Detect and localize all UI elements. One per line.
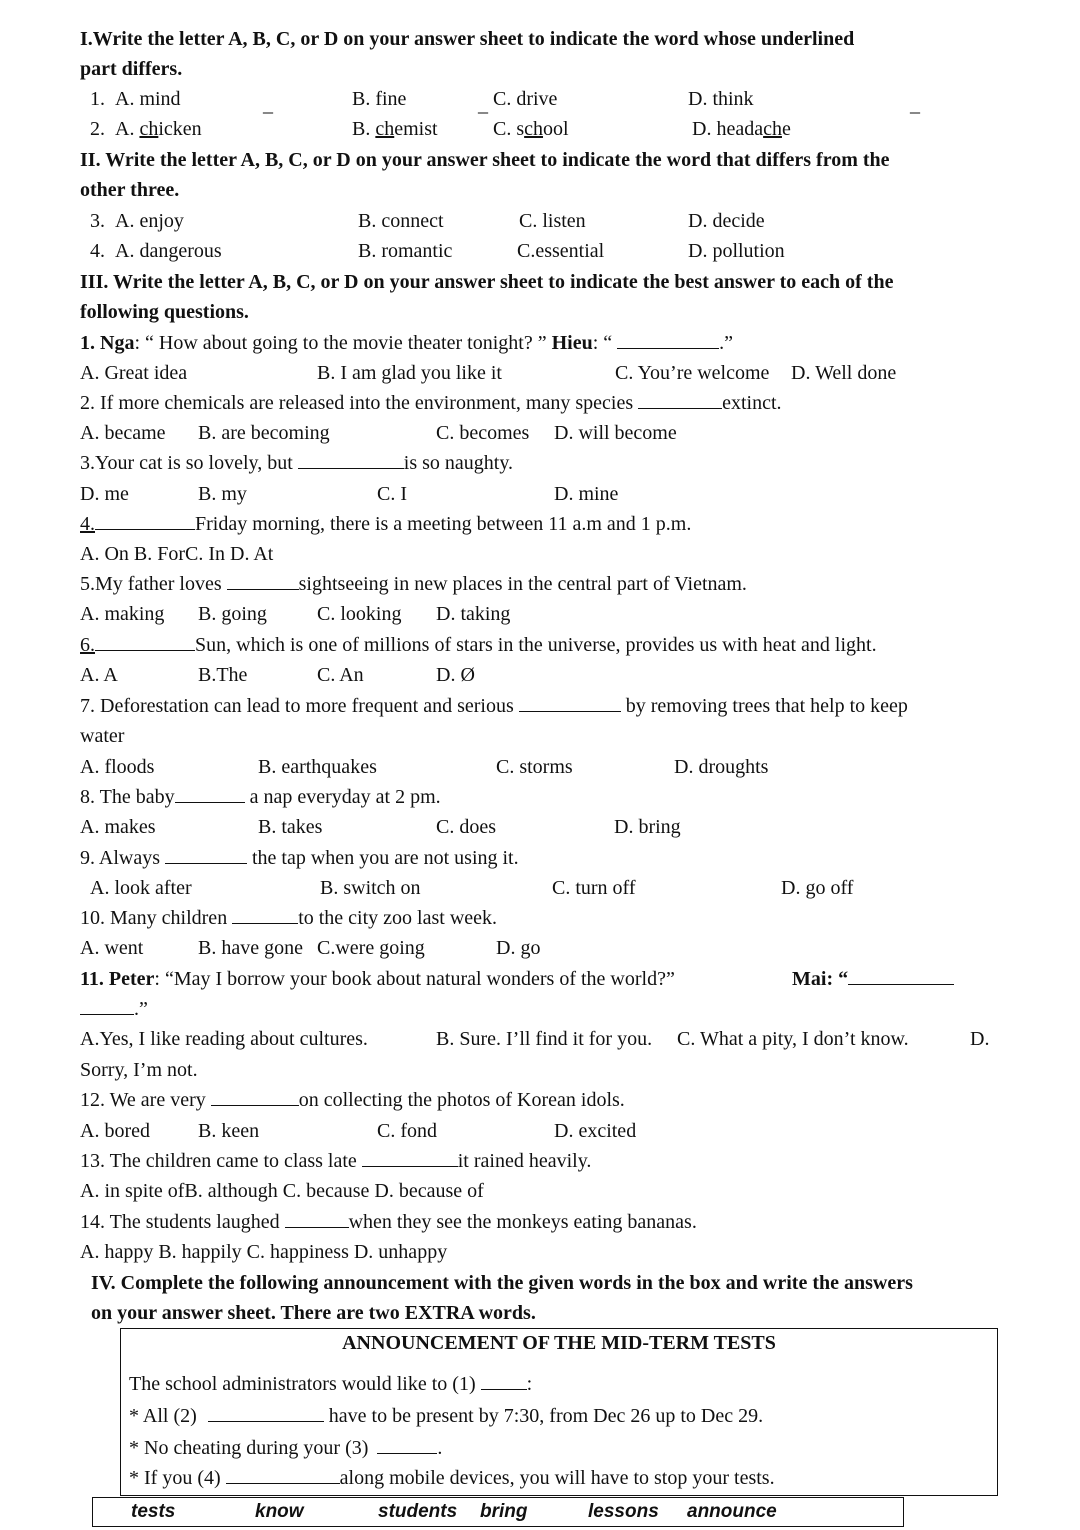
- question-4: 4. Friday morning, there is a meeting between 11 a.m and 1 p.m.: [80, 513, 692, 535]
- answer-blank[interactable]: [377, 1437, 437, 1454]
- option-a: A. enjoy: [115, 210, 184, 232]
- question-3: 3.Your cat is so lovely, but is so naughty.: [80, 452, 514, 474]
- question-7-cont: water: [80, 725, 125, 747]
- option-a: A. dangerous: [115, 240, 222, 262]
- answer-blank[interactable]: [298, 452, 404, 469]
- option-a: A. floods: [80, 756, 155, 778]
- option-c: C. turn off: [552, 877, 636, 899]
- section-1-heading: I.Write the letter A, B, C, or D on your answer sheet to indicate the word whose underlined: [80, 28, 855, 50]
- option-a: A. making: [80, 603, 165, 625]
- option-a: A. makes: [80, 816, 156, 838]
- word-bank-item: tests: [131, 1501, 176, 1522]
- options: A. happy B. happily C. happiness D. unhappy: [80, 1241, 448, 1263]
- option-b: B.The: [198, 664, 248, 686]
- option-b: B. takes: [258, 816, 323, 838]
- option-b: B. romantic: [358, 240, 453, 262]
- section-3-heading-cont: following questions.: [80, 301, 249, 323]
- question-8: 8. The baby a nap everyday at 2 pm.: [80, 786, 441, 808]
- announcement-line-3: * No cheating during your (3) .: [129, 1437, 443, 1459]
- answer-blank[interactable]: [481, 1373, 527, 1390]
- announcement-line-2: * All (2) have to be present by 7:30, from Dec 26 up to Dec 29.: [129, 1405, 764, 1427]
- question-14: 14. The students laughed when they see the monkeys eating bananas.: [80, 1211, 697, 1233]
- answer-blank[interactable]: [232, 907, 298, 924]
- option-a: A. A: [80, 664, 118, 686]
- question-12: 12. We are very on collecting the photos of Korean idols.: [80, 1089, 625, 1111]
- option-d-cont: Sorry, I’m not.: [80, 1059, 198, 1081]
- announcement-line-1: The school administrators would like to (1) :: [129, 1373, 533, 1395]
- option-a: A. bored: [80, 1120, 150, 1142]
- option-c: C.essential: [517, 240, 605, 262]
- option-b: B. have gone: [198, 937, 303, 959]
- section-2-heading: II. Write the letter A, B, C, or D on your answer sheet to indicate the word that differs from the: [80, 149, 890, 171]
- tick-mark: _: [478, 94, 488, 116]
- answer-blank[interactable]: [519, 695, 621, 712]
- option-c: C. storms: [496, 756, 573, 778]
- question-number: 3.: [90, 210, 105, 232]
- announcement-box: [120, 1328, 998, 1496]
- answer-blank[interactable]: [848, 968, 954, 985]
- option-b: B. earthquakes: [258, 756, 377, 778]
- option-a: A.Yes, I like reading about cultures.: [80, 1028, 368, 1050]
- option-b: B. my: [198, 483, 247, 505]
- answer-blank[interactable]: [165, 847, 247, 864]
- word-bank-item: students: [378, 1501, 458, 1522]
- option-d: D. will become: [554, 422, 677, 444]
- option-d: D. headache: [692, 118, 791, 140]
- answer-blank[interactable]: [227, 573, 299, 590]
- option-d: D. bring: [614, 816, 681, 838]
- option-b: B. keen: [198, 1120, 260, 1142]
- answer-blank[interactable]: [226, 1467, 340, 1484]
- word-bank-item: know: [255, 1501, 304, 1522]
- option-b: B. switch on: [320, 877, 421, 899]
- question-10: 10. Many children to the city zoo last week.: [80, 907, 498, 929]
- option-b: B. fine: [352, 88, 407, 110]
- option-d: D. Ø: [436, 664, 475, 686]
- option-c: C. I: [377, 483, 407, 505]
- option-c: C. school: [493, 118, 569, 140]
- option-b: B. going: [198, 603, 267, 625]
- tick-mark: _: [263, 94, 273, 116]
- option-d: D. Well done: [791, 362, 897, 384]
- option-a: A. look after: [90, 877, 192, 899]
- answer-blank[interactable]: [175, 786, 245, 803]
- option-c: C. listen: [519, 210, 586, 232]
- question-1: 1. Nga: “ How about going to the movie theater tonight? ” Hieu: “ .”: [80, 332, 734, 354]
- option-c: C. You’re welcome: [615, 362, 770, 384]
- answer-blank[interactable]: [80, 998, 134, 1015]
- option-b: B. connect: [358, 210, 444, 232]
- section-2-heading-cont: other three.: [80, 179, 180, 201]
- option-d: D. excited: [554, 1120, 637, 1142]
- answer-blank[interactable]: [211, 1089, 299, 1106]
- option-d: D.: [970, 1028, 990, 1050]
- option-a: A. Great idea: [80, 362, 188, 384]
- option-d: D. taking: [436, 603, 511, 625]
- answer-blank[interactable]: [362, 1150, 458, 1167]
- option-c: C. An: [317, 664, 364, 686]
- section-3-heading: III. Write the letter A, B, C, or D on your answer sheet to indicate the best answer to each of the: [80, 271, 894, 293]
- question-7: 7. Deforestation can lead to more frequent and serious by removing trees that help to keep: [80, 695, 908, 717]
- option-d: D. go off: [781, 877, 854, 899]
- answer-blank[interactable]: [95, 513, 195, 530]
- option-b: B. I am glad you like it: [317, 362, 502, 384]
- options: A. On B. ForC. In D. At: [80, 543, 274, 565]
- option-d: D. go: [496, 937, 541, 959]
- question-5: 5.My father loves sightseeing in new places in the central part of Vietnam.: [80, 573, 747, 595]
- option-c: C. fond: [377, 1120, 437, 1142]
- options: A. in spite ofB. although C. because D. because of: [80, 1180, 484, 1202]
- section-4-heading: IV. Complete the following announcement with the given words in the box and write the answers: [91, 1272, 913, 1294]
- option-a: A. mind: [115, 88, 181, 110]
- word-bank: [92, 1497, 904, 1527]
- option-a: A. went: [80, 937, 144, 959]
- section-4-heading-cont: on your answer sheet. There are two EXTRA words.: [91, 1302, 536, 1324]
- question-number: 2.: [90, 118, 105, 140]
- question-9: 9. Always the tap when you are not using it.: [80, 847, 519, 869]
- answer-blank[interactable]: [208, 1405, 324, 1422]
- question-11: 11. Peter: “May I borrow your book about natural wonders of the world?”: [80, 968, 675, 990]
- option-b: B. chemist: [352, 118, 438, 140]
- answer-blank[interactable]: [617, 332, 719, 349]
- announcement-title: ANNOUNCEMENT OF THE MID-TERM TESTS: [342, 1332, 776, 1354]
- question-11-cont: .”: [80, 994, 148, 1024]
- question-11-reply: Mai: “: [792, 964, 954, 994]
- option-d: D. pollution: [688, 240, 785, 262]
- question-number: 4.: [90, 240, 105, 262]
- option-d: D. droughts: [674, 756, 769, 778]
- option-d: D. mine: [554, 483, 619, 505]
- word-bank-item: announce: [687, 1501, 777, 1522]
- question-number: 1.: [90, 88, 105, 110]
- option-c: C.were going: [317, 937, 425, 959]
- answer-blank[interactable]: [285, 1211, 349, 1228]
- word-bank-item: bring: [480, 1501, 528, 1522]
- question-13: 13. The children came to class late it rained heavily.: [80, 1150, 592, 1172]
- option-a: D. me: [80, 483, 129, 505]
- option-b: B. are becoming: [198, 422, 330, 444]
- option-a: A. chicken: [115, 118, 202, 140]
- option-c: C. drive: [493, 88, 558, 110]
- question-6: 6. Sun, which is one of millions of stars in the universe, provides us with heat and light.: [80, 634, 877, 656]
- question-2: 2. If more chemicals are released into the environment, many species extinct.: [80, 392, 782, 414]
- option-c: C. becomes: [436, 422, 530, 444]
- answer-blank[interactable]: [95, 634, 195, 651]
- option-a: A. became: [80, 422, 166, 444]
- announcement-line-4: * If you (4) along mobile devices, you will have to stop your tests.: [129, 1467, 775, 1489]
- option-c: C. looking: [317, 603, 402, 625]
- tick-mark: _: [910, 94, 920, 116]
- option-b: B. Sure. I’ll find it for you.: [436, 1028, 653, 1050]
- option-d: D. decide: [688, 210, 765, 232]
- word-bank-item: lessons: [588, 1501, 659, 1522]
- option-d: D. think: [688, 88, 754, 110]
- answer-blank[interactable]: [638, 392, 722, 409]
- section-1-heading-cont: part differs.: [80, 58, 183, 80]
- option-c: C. does: [436, 816, 496, 838]
- option-c: C. What a pity, I don’t know.: [677, 1028, 909, 1050]
